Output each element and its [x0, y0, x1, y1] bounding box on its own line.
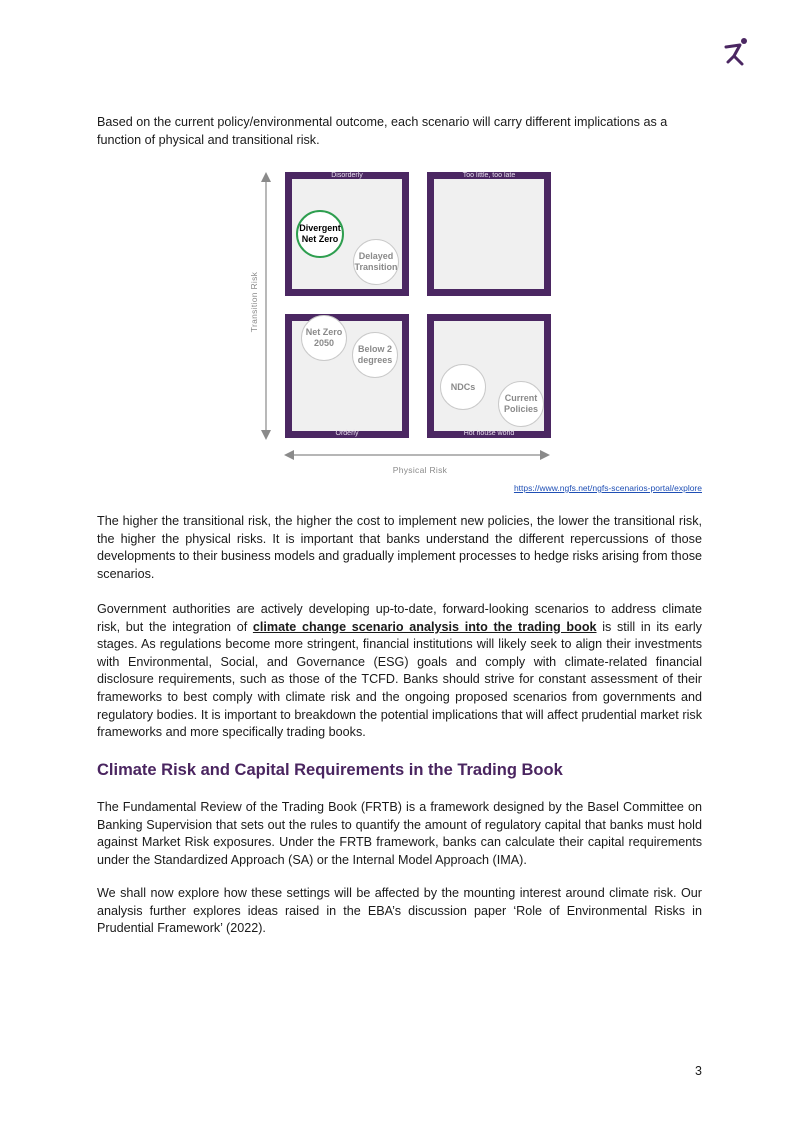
paragraph-government-authorities — [97, 601, 702, 742]
quadrant-too-little-too-late — [427, 172, 551, 296]
quadrant-label-orderly: Orderly — [335, 430, 359, 437]
scenario-net-zero-2050: Net Zero 2050 — [301, 315, 347, 361]
quadrant-label-too-little: Too little, too late — [462, 172, 516, 179]
scenario-below-2-degrees: Below 2 degrees — [352, 332, 398, 378]
section-heading: Climate Risk and Capital Requirements in the Trading Book — [97, 761, 563, 779]
paragraph-text-after-link: is still in its early stages. As regulations become more stringent, financial institutions will likely seek to align their investments with Environmental, Social, and Governance (ESG) goals and comply with climate-related financial disclosure requirements, such as those of the TCFD. Banks should strive for constant assessment of their frameworks to best comply with climate risk and the ongoing proposed scenarios from governments and regulatory bodies. It is important to breakdown the potential implications that will affect prudential market risk frameworks and more specifically trading books. — [97, 619, 702, 740]
page-number: 3 — [695, 1064, 702, 1078]
paragraph-explore: We shall now explore how these settings will be affected by the mounting interest around climate risk. Our analysis further explores ideas raised in the EBA’s discussion paper ‘Role of Environmental Risks in Prudential Framework’ (2022). — [97, 886, 702, 936]
intro-paragraph: Based on the current policy/environmental outcome, each scenario will carry different implications as a function of physical and transitional risk. — [97, 115, 668, 147]
scenario-analysis-link[interactable]: climate change scenario analysis into the trading book — [252, 619, 597, 634]
paragraph-transitional-risk: The higher the transitional risk, the higher the cost to implement new policies, the lower the transitional risk, the higher the physical risks. It is important that banks understand the different repercussions of those developments to their business models and gradually implement processes to hedge risks arising from those scenarios. — [97, 514, 702, 581]
x-axis-label: Physical Risk — [392, 465, 448, 475]
y-axis-label: Transition Risk — [249, 271, 259, 333]
scenario-ndcs: NDCs — [440, 364, 486, 410]
source-link[interactable]: https://www.ngfs.net/ngfs-scenarios-portal/explore — [513, 483, 702, 493]
scenario-delayed-transition: Delayed Transition — [353, 239, 399, 285]
paragraph-frtb: The Fundamental Review of the Trading Book (FRTB) is a framework designed by the Basel Committee on Banking Supervision that sets out the rules to quantify the amount of regulatory capital that banks must hold against Market Risk exposures. Under the FRTB framework, banks can calculate their capital requirements under the Standardized Approach (SA) or the Internal Model Approach (IMA). — [97, 800, 702, 867]
quadrant-label-hot-house: Hot house world — [463, 430, 515, 437]
scenario-divergent-net-zero: Divergent Net Zero — [296, 210, 344, 258]
scenario-current-policies: Current Policies — [498, 381, 544, 427]
paragraph-text-before-link: Government authorities are actively developing up-to-date, forward-looking scenarios to address climate risk, but the integration of — [97, 602, 702, 634]
quadrant-label-disorderly: Disorderly — [331, 172, 363, 179]
company-logo-icon — [720, 34, 754, 68]
